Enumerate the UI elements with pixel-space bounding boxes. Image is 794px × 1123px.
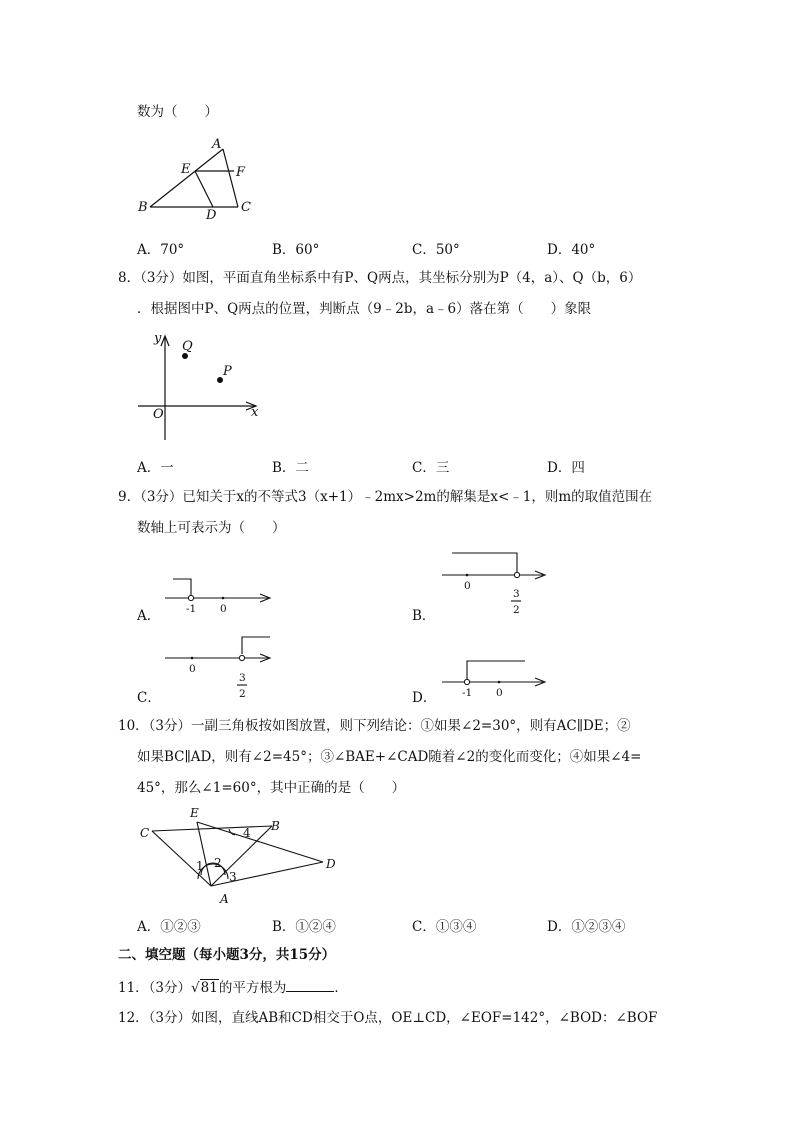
q8-label-y: y	[154, 331, 162, 346]
q9-c-tick-den: 2	[239, 688, 246, 700]
q8-label-P: P	[223, 364, 232, 379]
q10-seg-EA	[197, 822, 211, 886]
q10-label-A: A	[220, 892, 229, 906]
q9-a-tick-neg1: -1	[186, 603, 197, 615]
q9-numberline-c	[160, 634, 275, 704]
q7-option-b[interactable]: B．60°	[272, 242, 320, 258]
q9-c-tick-0: 0	[189, 663, 196, 675]
q10-label-C: C	[140, 826, 150, 840]
q7-option-d[interactable]: D．40°	[547, 242, 596, 258]
q8-figure	[135, 330, 265, 445]
q9-b-tick-den: 2	[513, 604, 520, 616]
q7-label-C: C	[241, 200, 251, 215]
q10-option-b[interactable]: B．①②④	[272, 919, 336, 935]
q7-option-a[interactable]: A．70°	[137, 242, 185, 258]
q10-label-E: E	[190, 806, 199, 820]
q7-figure	[130, 135, 260, 225]
q9-numberline-d	[437, 658, 552, 703]
q7-option-c[interactable]: C．50°	[412, 242, 460, 258]
q8-label-x: x	[251, 405, 259, 420]
q9-b-open-point	[514, 572, 519, 577]
q8-text-line2: ．根据图中P、Q两点的位置，判断点（9﹣2b，a﹣6）落在第（ ）象限	[137, 301, 592, 317]
q7-label-E: E	[181, 162, 191, 177]
q10-figure	[135, 802, 350, 907]
q8-text-line1: 8．（3分）如图，平面直角坐标系中有P、Q两点，其坐标分别为P（4，a）、Q（b，6）	[118, 270, 642, 286]
q9-option-a[interactable]: A．	[137, 608, 161, 624]
q10-option-a[interactable]: A．①②③	[137, 919, 201, 935]
q10-text-line1: 10．（3分）一副三角板按如图放置，则下列结论：①如果∠2=30°，则有AC∥DE；②	[118, 718, 631, 734]
q11-sqrt: √81	[191, 980, 218, 996]
q9-option-b[interactable]: B．	[412, 608, 436, 624]
q10-label-1: 1	[196, 859, 204, 873]
q9-d-open-point	[464, 679, 469, 684]
q7-label-B: B	[138, 200, 148, 215]
q8-option-a[interactable]: A．一	[137, 460, 174, 476]
q9-b-ray	[452, 553, 517, 572]
q8-label-Q: Q	[182, 339, 193, 354]
q9-a-open-point	[188, 595, 193, 600]
q9-option-d[interactable]: D．	[412, 690, 437, 706]
q7-label-F: F	[236, 165, 246, 180]
q7-text-tail: 数为（ ）	[137, 104, 218, 120]
q9-b-tick-num: 3	[513, 588, 520, 600]
q9-d-tick-neg1: -1	[462, 687, 473, 699]
q10-option-d[interactable]: D．①②③④	[547, 919, 626, 935]
q9-c-ray	[242, 637, 270, 654]
q9-numberline-b	[437, 550, 552, 620]
q11-answer-blank[interactable]	[286, 977, 334, 992]
q10-label-D: D	[326, 857, 336, 871]
q8-label-O: O	[153, 407, 164, 422]
q9-d-tick-0: 0	[496, 687, 503, 699]
q11-radicand: 81	[200, 980, 218, 996]
q9-d-ray	[467, 661, 525, 679]
q8-option-c[interactable]: C．三	[412, 460, 450, 476]
q11-end: ．	[334, 980, 348, 996]
q7-seg-BA	[150, 149, 223, 207]
q8-option-d[interactable]: D．四	[547, 460, 585, 476]
q10-label-B: B	[271, 819, 280, 833]
q9-text-line1: 9．（3分）已知关于x的不等式3（x+1）﹣2mx>2m的解集是x<﹣1，则m的取值范围在	[118, 489, 653, 505]
q11-prefix: 11．（3分）	[118, 980, 192, 996]
q10-label-4: 4	[243, 826, 251, 840]
q7-label-A: A	[212, 137, 222, 152]
q9-text-line2: 数轴上可表示为（ ）	[137, 520, 286, 536]
q10-label-2: 2	[214, 856, 222, 870]
q11-suffix: 的平方根为	[218, 980, 287, 996]
q9-b-tick-0: 0	[464, 580, 471, 592]
section2-title: 二、填空题（每小题3分，共15分）	[118, 947, 336, 963]
q9-a-ray	[173, 579, 191, 595]
q9-numberline-a	[160, 575, 275, 620]
q7-label-D: D	[206, 208, 217, 223]
q9-a-tick-0: 0	[220, 603, 227, 615]
q10-seg-AD	[211, 862, 323, 886]
q10-text-line3: 45°，那么∠1=60°，其中正确的是（ ）	[137, 780, 406, 796]
q10-text-line2: 如果BC∥AD，则有∠2=45°；③∠BAE+∠CAD随着∠2的变化而变化；④如果∠4=	[137, 749, 642, 765]
q12-text-line1: 12．（3分）如图，直线AB和CD相交于O点，OE⊥CD，∠EOF=142°，∠BOD：∠BOF	[118, 1010, 658, 1026]
q7-seg-ED	[195, 171, 213, 207]
q9-c-open-point	[239, 655, 244, 660]
q8-option-b[interactable]: B．二	[272, 460, 309, 476]
q10-option-c[interactable]: C．①③④	[412, 919, 477, 935]
q9-c-tick-num: 3	[239, 672, 246, 684]
q10-label-3: 3	[229, 870, 237, 884]
q9-option-c[interactable]: C．	[137, 690, 161, 706]
q11-text	[118, 977, 348, 997]
